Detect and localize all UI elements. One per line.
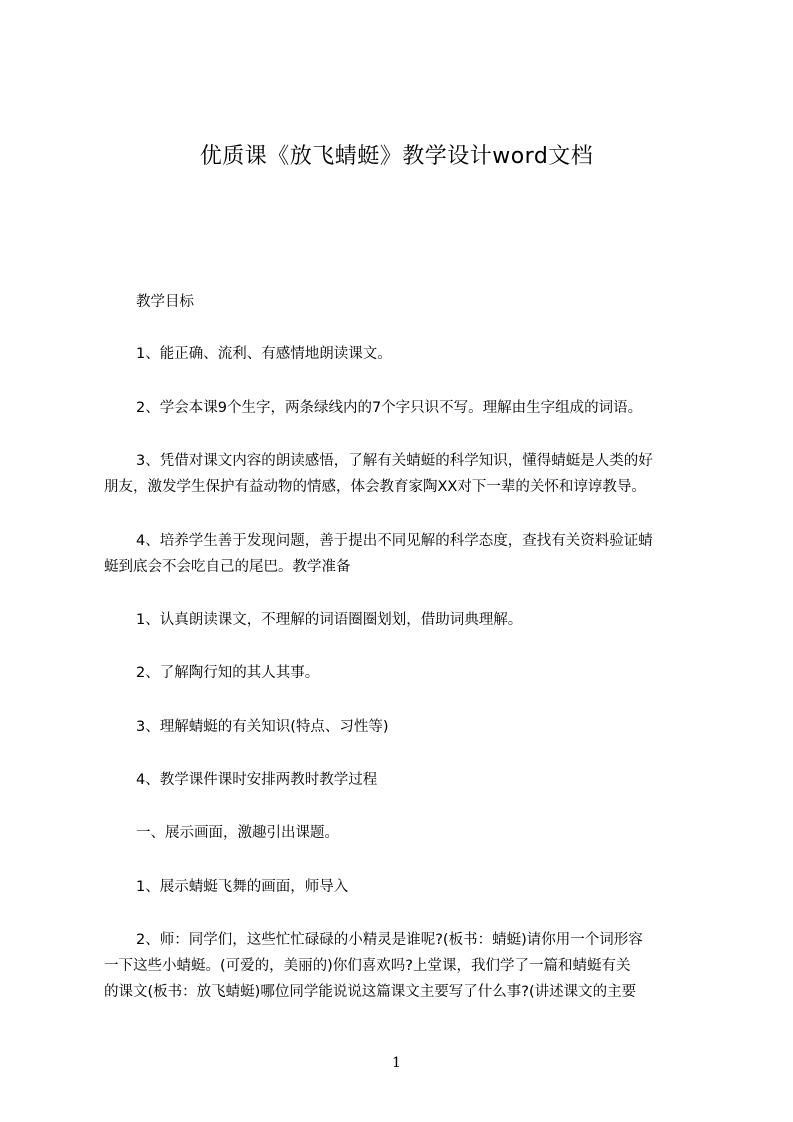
text-line: 3、理解蜻蜓的有关知识(特点、习性等) [136, 719, 389, 735]
text-line: 的课文(板书：放飞蜻蜓)哪位同学能说说这篇课文主要写了什么事?(讲述课文的主要 [104, 984, 637, 1000]
paragraph-goal-2 [104, 395, 716, 421]
paragraph-goal-1 [104, 341, 716, 367]
text-line: 教学目标 [136, 294, 194, 310]
text-line: 3、凭借对课文内容的朗读感悟，了解有关蜻蜓的科学知识，懂得蜻蜓是人类的好 [136, 453, 653, 469]
text-line: 2、学会本课9个生字，两条绿线内的7个字只识不写。理解由生字组成的词语。 [136, 400, 643, 416]
document-title: 优质课《放飞蜻蜓》教学设计word文档 [199, 144, 594, 169]
paragraph-goal-3 [104, 448, 716, 500]
text-line: 4、培养学生善于发现问题，善于提出不同见解的科学态度，查找有关资料验证蜻 [136, 533, 653, 549]
text-line: 朋友，激发学生保护有益动物的情感，体会教育家陶XX对下一辈的关怀和谆谆教导。 [104, 479, 646, 495]
paragraph-prep-3 [104, 714, 716, 740]
paragraph-prep-4 [104, 767, 716, 793]
text-line: 4、教学课件课时安排两教时教学过程 [136, 772, 378, 788]
paragraph-goal-4 [104, 528, 716, 580]
paragraph-step-2 [104, 927, 716, 1005]
text-line: 2、了解陶行知的其人其事。 [136, 665, 320, 681]
paragraph-step-1 [104, 874, 716, 900]
text-line: 2、师：同学们，这些忙忙碌碌的小精灵是谁呢?(板书：蜻蜓)请你用一个词形容 [136, 932, 643, 948]
paragraph-prep-2 [104, 660, 716, 686]
paragraph-prep-1 [104, 607, 716, 633]
paragraph-heading-goals [104, 289, 716, 315]
text-line: 1、展示蜻蜓飞舞的画面，师导入 [136, 879, 349, 895]
text-line: 1、认真朗读课文，不理解的词语圈圈划划，借助词典理解。 [136, 612, 523, 628]
text-line: 一下这些小蜻蜓。(可爱的，美丽的)你们喜欢吗?上堂课，我们学了一篇和蜻蜓有关 [104, 958, 631, 974]
paragraph-section-1 [104, 820, 716, 846]
page-number: 1 [392, 1055, 401, 1071]
text-line: 1、能正确、流利、有感情地朗读课文。 [136, 346, 392, 362]
text-line: 蜓到底会不会吃自己的尾巴。教学准备 [104, 559, 351, 575]
text-line: 一、展示画面，激趣引出课题。 [136, 825, 339, 841]
